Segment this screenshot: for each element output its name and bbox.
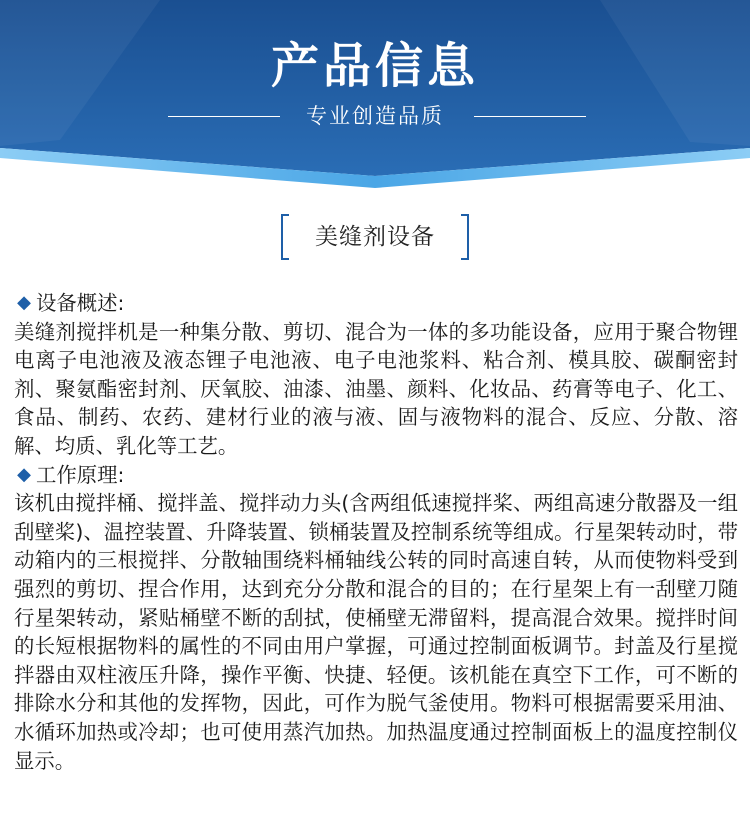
banner-subtitle-row xyxy=(0,102,750,130)
principle-block xyxy=(14,461,738,776)
principle-heading xyxy=(14,461,738,490)
header-banner xyxy=(0,0,750,190)
overview-block xyxy=(14,289,738,461)
section-heading-label: 美缝剂设备 xyxy=(315,224,435,250)
diamond-icon: ◆ xyxy=(17,292,31,313)
diamond-icon: ◆ xyxy=(17,463,31,485)
right-bracket-icon xyxy=(461,214,469,260)
banner-title: 产品信息 xyxy=(270,38,479,94)
overview-text: 美缝剂搅拌机是一种集分散、剪切、混合为一体的多功能设备，应用于聚合物锂电离子电池液及液态锂子电池液、电子电池浆料、粘合剂、模具胶、碳酮密封剂、聚氨酯密封剂、厌氧胶、油漆、油墨、颜料、化妆品、药膏等电子、化工、食品、制药、农药、建材行业的液与液、固与液物料的混合、反应、分散、溶解、均质、乳化等工艺。 xyxy=(14,319,738,458)
subtitle-divider-right xyxy=(474,116,586,117)
principle-heading-label: 工作原理: xyxy=(36,462,125,487)
overview-heading-label: 设备概述: xyxy=(36,291,125,315)
principle-text: 该机由搅拌桶、搅拌盖、搅拌动力头(含两组低速搅拌桨、两组高速分散器及一组刮壁桨)、温控装置、升降装置、锁桶装置及控制系统等组成。行星架转动时，带动箱内的三根搅拌、分散轴围绕料桶轴线公转的同时高速自转，从而使物料受到强烈的剪切、捏合作用，达到充分分散和混合的目的；在行星架上有一刮壁刀随行星架转动，紧贴桶壁不断的刮拭，使桶壁无滞留料，提高混合效果。搅拌时间的长短根据物料的属性的不同由用户掌握，可通过控制面板调节。封盖及行星搅拌器由双柱液压升降，操作平衡、快捷、轻便。该机能在真空下工作，可不断的排除水分和其他的发挥物，因此，可作为脱气釜使用。物料可根据需要采用油、水循环加热或冷却；也可使用蒸汽加热。加热温度通过控制面板上的温度控制仪显示。 xyxy=(14,491,738,773)
overview-heading xyxy=(14,289,738,318)
product-description xyxy=(14,289,738,775)
banner-subtitle: 专业创造品质 xyxy=(306,104,444,128)
section-heading xyxy=(281,214,469,260)
